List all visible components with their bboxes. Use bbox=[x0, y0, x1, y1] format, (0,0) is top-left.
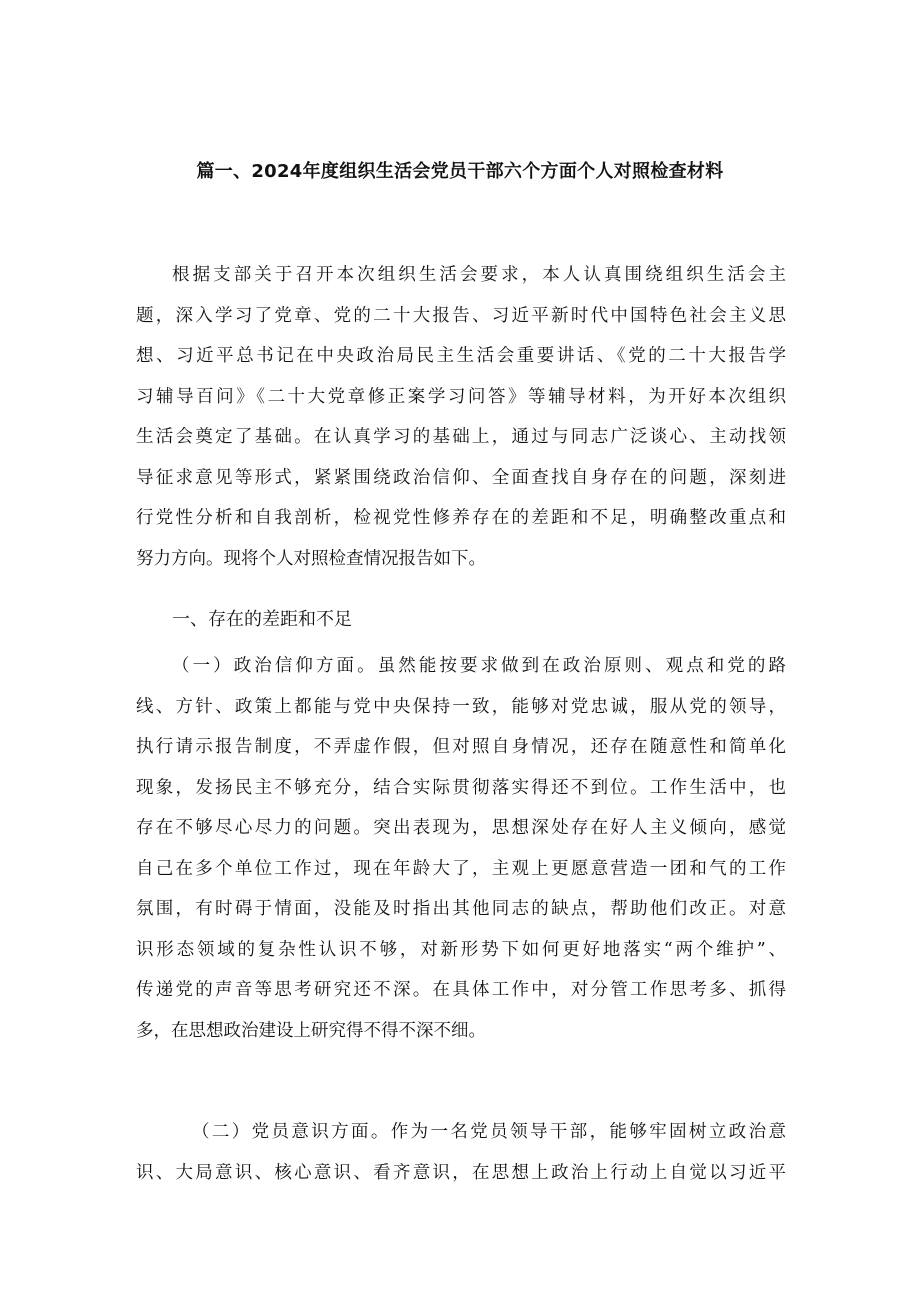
paragraph-line: 执行请示报告制度，不弄虚作假，但对照自身情况，还存在随意性和简单化 bbox=[136, 737, 786, 757]
intro-paragraph bbox=[136, 255, 786, 579]
paragraph-line: 识、大局意识、核心意识、看齐意识，在思想上政治上行动上自觉以习近平 bbox=[136, 1162, 786, 1183]
paragraph-line: 氛围，有时碍于情面，没能及时指出其他同志的缺点，帮助他们改正。对意 bbox=[136, 899, 786, 919]
paragraph-line: 习辅导百问》《二十大党章修正案学习问答》等辅导材料，为开好本次组织 bbox=[136, 386, 786, 407]
paragraph-line: 根据支部关于召开本次组织生活会要求，本人认真围绕组织生活会主 bbox=[172, 265, 786, 285]
paragraph-line: 识形态领域的复杂性认识不够，对新形势下如何更好地落实“两个维护”、 bbox=[136, 939, 786, 960]
paragraph-line: 传递党的声音等思考研究还不深。在具体工作中，对分管工作思考多、抓得 bbox=[136, 980, 786, 1000]
paragraph-line: 导征求意见等形式，紧紧围绕政治信仰、全面查找自身存在的问题，深刻进 bbox=[136, 467, 786, 488]
paragraph-line: （二）党员意识方面。作为一名党员领导干部，能够牢固树立政治意 bbox=[192, 1122, 786, 1142]
section-heading: 一、存在的差距和不足 bbox=[172, 609, 352, 630]
paragraph-line: 题，深入学习了党章、党的二十大报告、习近平新时代中国特色社会主义思 bbox=[136, 305, 786, 326]
party-awareness-paragraph bbox=[136, 1112, 786, 1193]
paragraph-line: 行党性分析和自我剖析，检视党性修养存在的差距和不足，明确整改重点和 bbox=[136, 508, 786, 528]
paragraph-line: 生活会奠定了基础。在认真学习的基础上，通过与同志广泛谈心、主动找领 bbox=[136, 427, 786, 447]
paragraph-line: 自己在多个单位工作过，现在年龄大了，主观上更愿意营造一团和气的工作 bbox=[136, 858, 786, 879]
political-belief-paragraph bbox=[136, 646, 786, 1051]
paragraph-line: 多，在思想政治建设上研究得不得不深不细。 bbox=[136, 1020, 486, 1041]
paragraph-line: 努力方向。现将个人对照检查情况报告如下。 bbox=[136, 548, 486, 569]
paragraph-line: 现象，发扬民主不够充分，结合实际贯彻落实得还不到位。工作生活中，也 bbox=[136, 777, 786, 798]
paragraph-line: 线、方针、政策上都能与党中央保持一致，能够对党忠诚，服从党的领导， bbox=[136, 696, 786, 717]
document-title: 篇一、2024年度组织生活会党员干部六个方面个人对照检查材料 bbox=[196, 161, 724, 182]
paragraph-line: 存在不够尽心尽力的问题。突出表现为，思想深处存在好人主义倾向，感觉 bbox=[136, 818, 786, 838]
paragraph-line: （一）政治信仰方面。虽然能按要求做到在政治原则、观点和党的路 bbox=[172, 656, 786, 676]
paragraph-line: 想、习近平总书记在中央政治局民主生活会重要讲话、《党的二十大报告学 bbox=[136, 346, 786, 366]
